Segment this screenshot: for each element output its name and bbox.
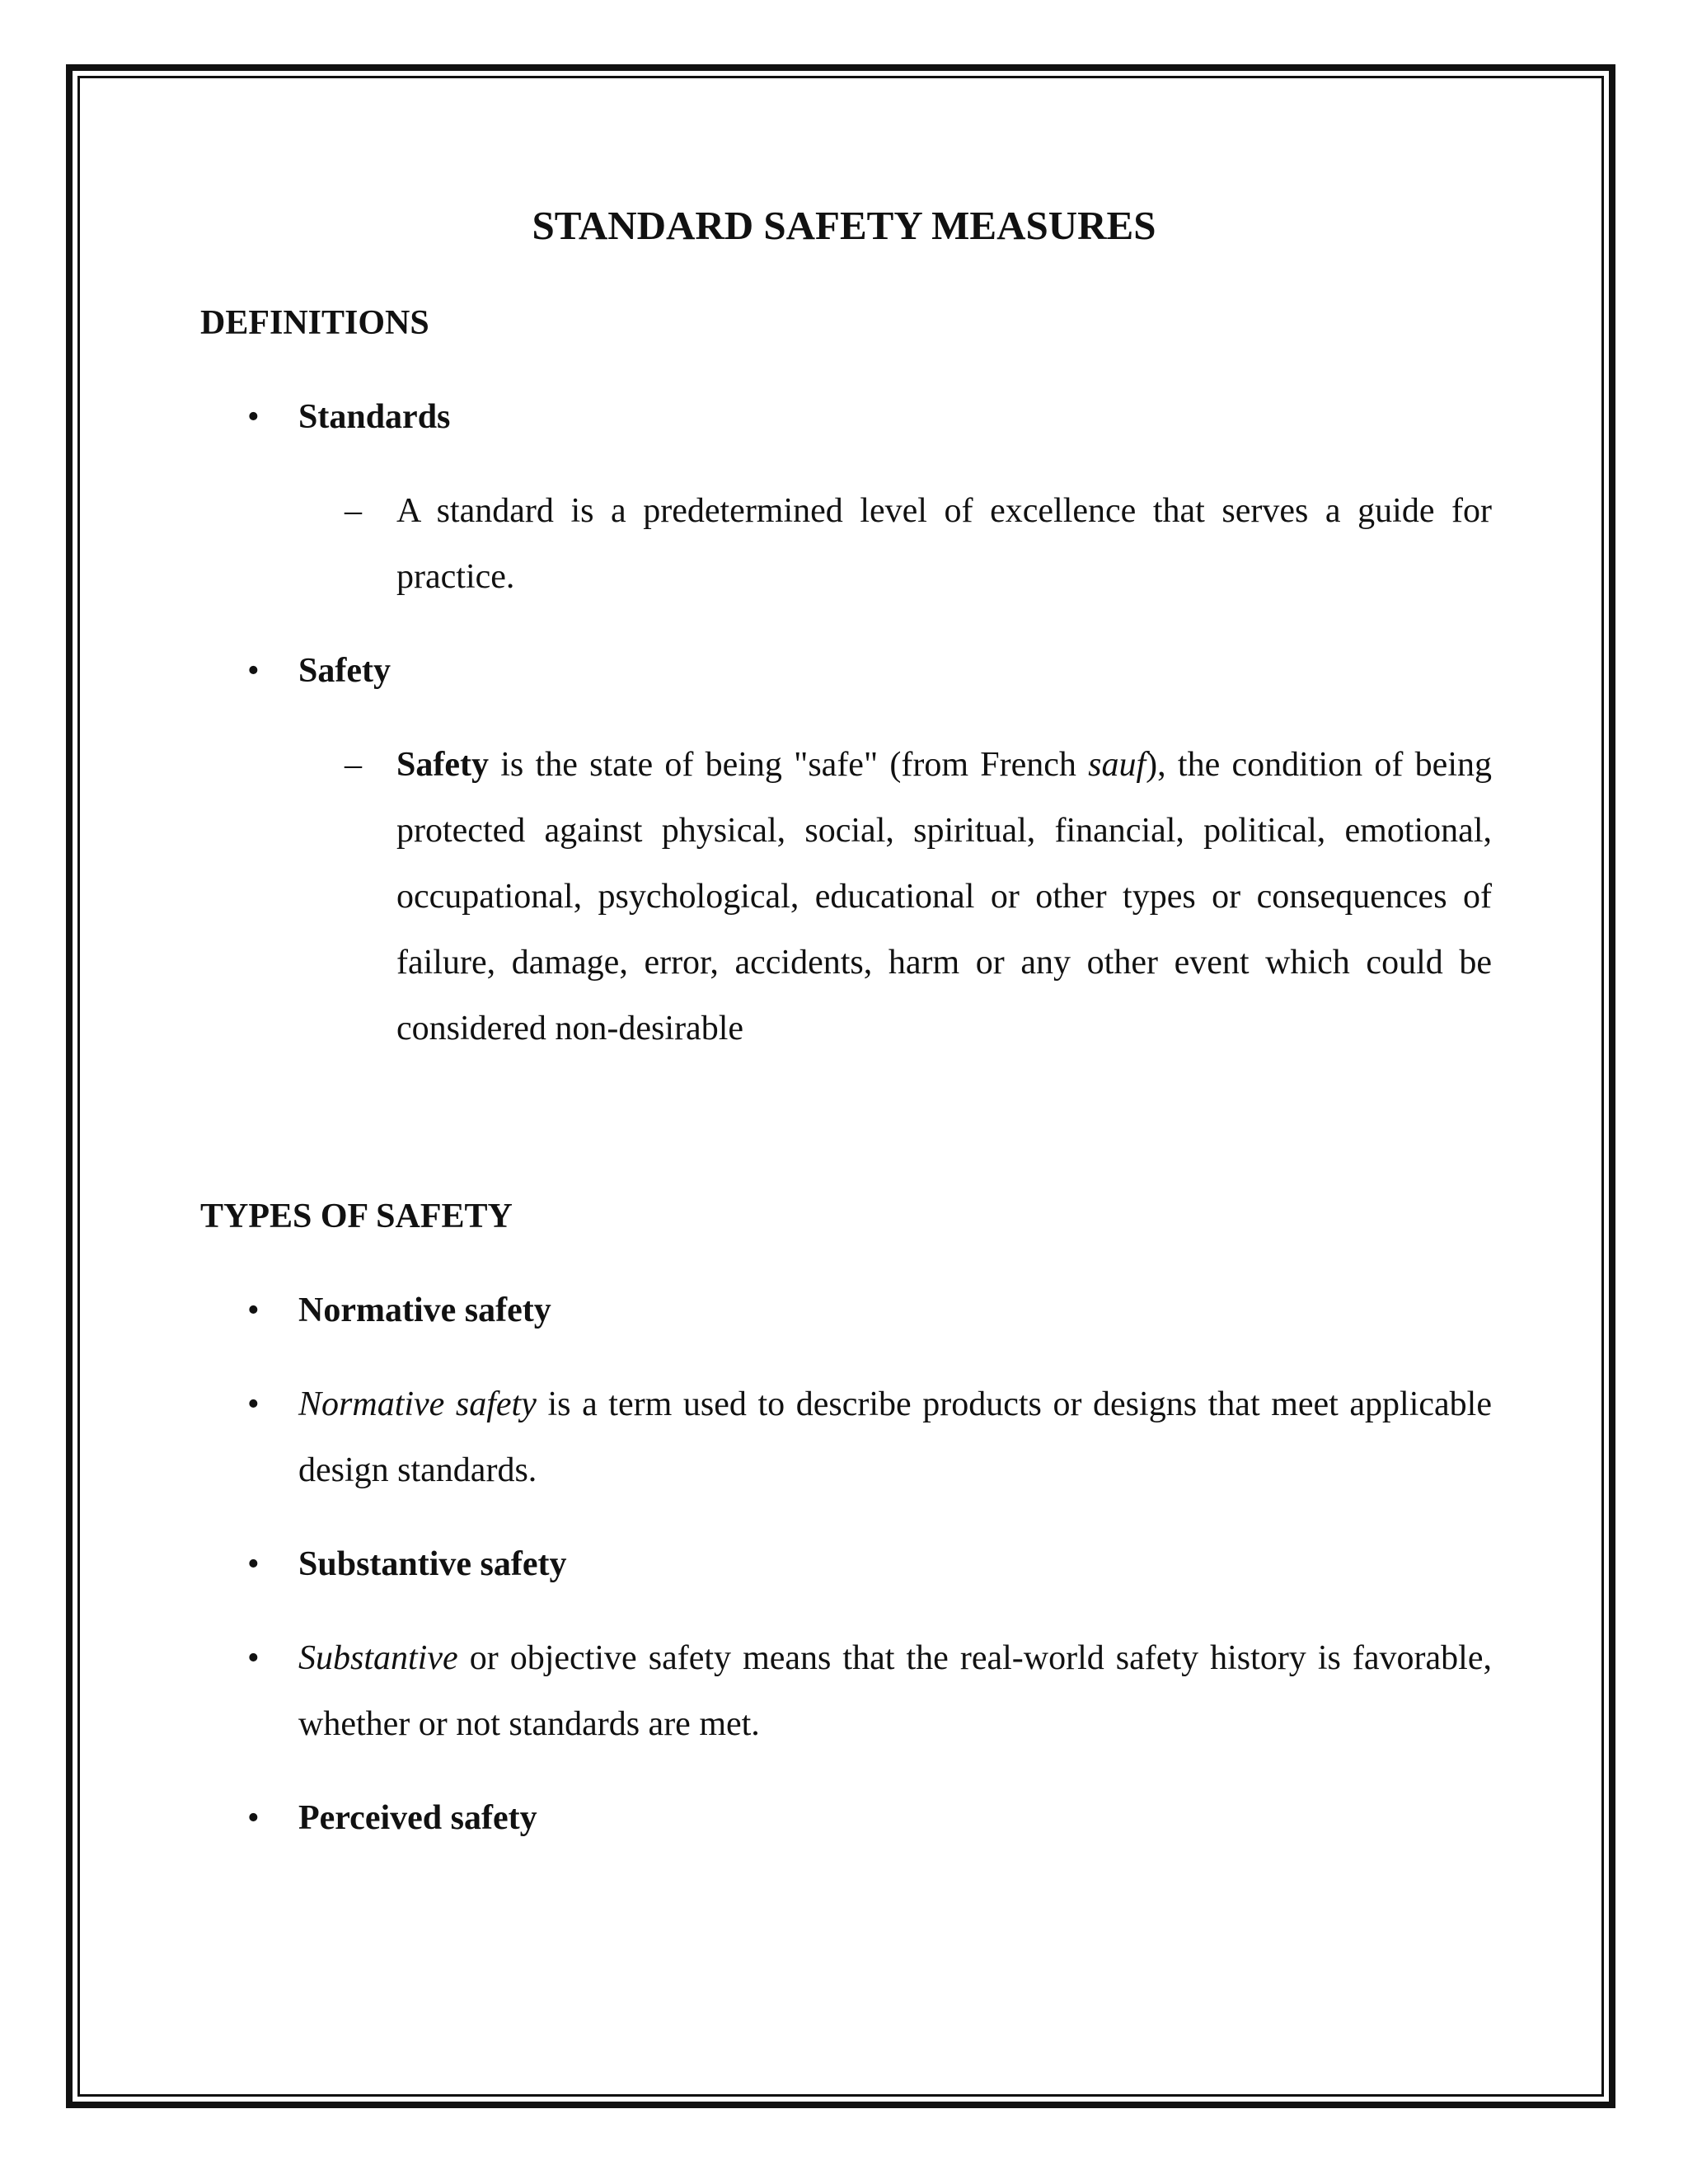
safety-term: Safety: [396, 746, 489, 784]
normative-label: Normative safety: [298, 1291, 551, 1329]
substantive-description-rest: or objective safety means that the real-world safety history is favorable, whether or not standards are met.: [298, 1639, 1492, 1743]
safety-definition: [396, 732, 1492, 1062]
safety-label: Safety: [298, 652, 391, 690]
bullet-icon: •: [247, 652, 260, 690]
page-title: STANDARD SAFETY MEASURES: [532, 203, 1156, 248]
standards-label: Standards: [298, 398, 451, 436]
substantive-description: [298, 1625, 1492, 1757]
safety-definition-italic: sauf: [1088, 746, 1146, 784]
bullet-icon: •: [247, 1639, 260, 1677]
normative-description-rest: is a term used to describe products or designs that meet applicable design standards.: [298, 1385, 1492, 1489]
safety-definition-part2: ), the condition of being protected against physical, social, spiritual, financial, political, emotional, occupational, psychological, educational or other types or consequences of failure, damage, error, accidents, harm or any other event which could be considered non-desirable: [396, 746, 1492, 1047]
normative-description: [298, 1371, 1492, 1503]
bullet-icon: •: [247, 398, 260, 436]
safety-definition-part1: is the state of being "safe" (from French: [488, 746, 1089, 784]
bullet-icon: •: [247, 1291, 260, 1329]
types-heading: TYPES OF SAFETY: [200, 1197, 513, 1235]
normative-term: Normative safety: [298, 1385, 537, 1423]
substantive-label: Substantive safety: [298, 1545, 567, 1583]
standards-definition: A standard is a predetermined level of excellence that serves a guide for practice.: [396, 492, 1492, 596]
bullet-icon: •: [247, 1385, 260, 1423]
dash-icon: –: [345, 746, 362, 784]
definitions-heading: DEFINITIONS: [200, 304, 429, 342]
perceived-label: Perceived safety: [298, 1799, 537, 1837]
bullet-icon: •: [247, 1799, 260, 1837]
dash-icon: –: [345, 492, 362, 530]
bullet-icon: •: [247, 1545, 260, 1583]
substantive-term: Substantive: [298, 1639, 458, 1677]
